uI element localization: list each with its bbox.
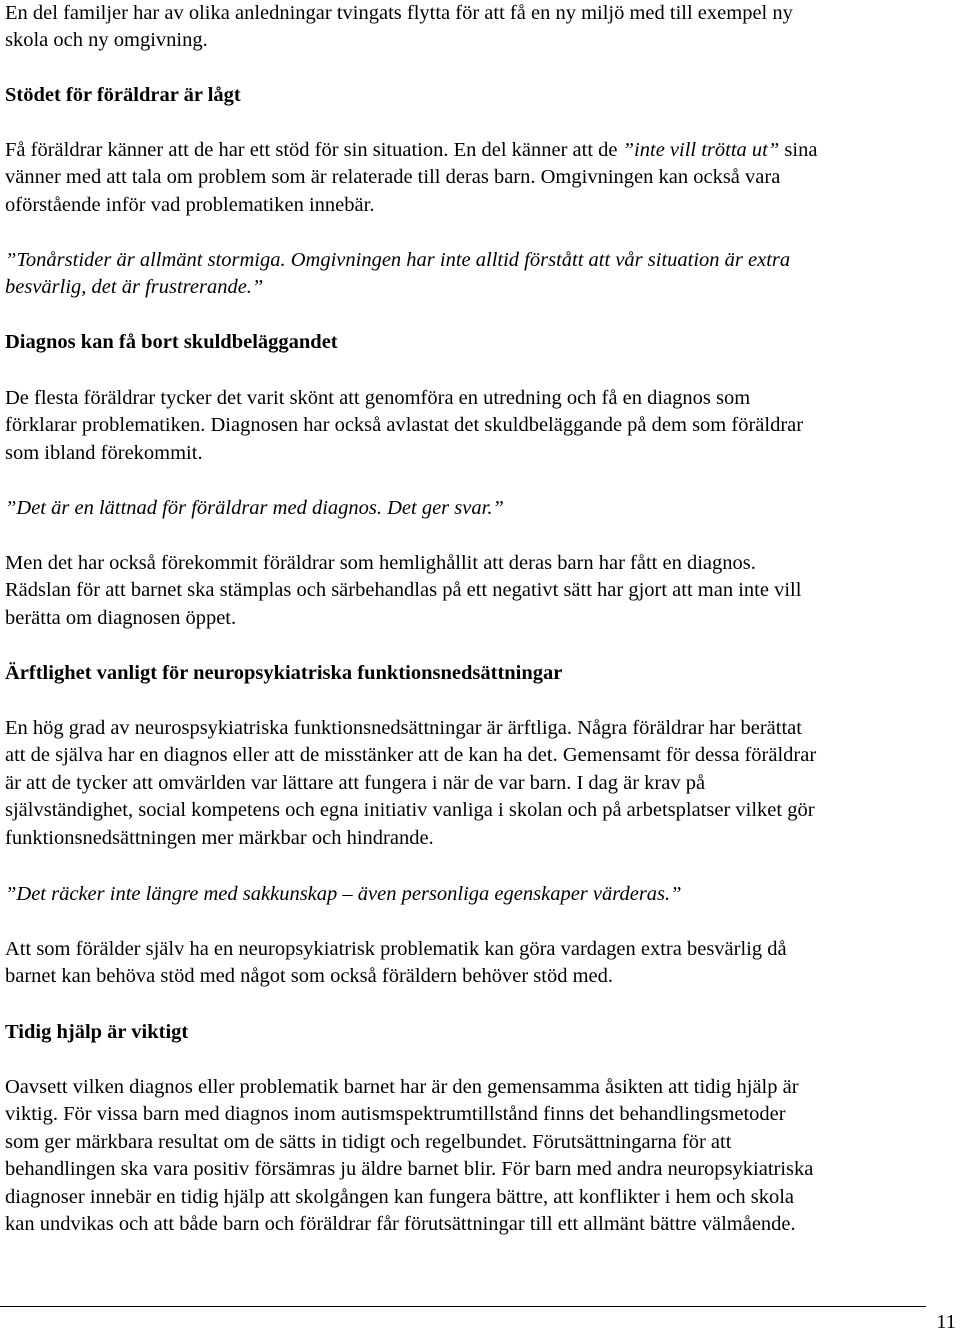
quote-teen-years: ”Tonårstider är allmänt stormiga. Omgivningen har inte alltid förstått att vår situation är extra besvärlig, det är frustrerande.” bbox=[5, 249, 791, 299]
quote-relief: ”Det är en lättnad för föräldrar med diagnos. Det ger svar.” bbox=[5, 497, 504, 519]
heading-early-help: Tidig hjälp är viktigt bbox=[5, 1021, 189, 1043]
page-number: 11 bbox=[936, 1311, 956, 1333]
paragraph-low-support-text-1: Få föräldrar känner att de har ett stöd för sin situation. En del känner att de bbox=[5, 139, 623, 161]
paragraph-early-help: Oavsett vilken diagnos eller problematik barnet har är den gemensamma åsikten att tidig hjälp är viktig. För vissa barn med diagnos inom autismspektrumtillstånd finns det behandlingsmetoder som ger märkbara resultat om de sätts in tidigt och regelbundet. Förutsättningarna för att behandlingen ska vara positiv försämras ju äldre barnet blir. För barn med andra neuropsykiatriska diagnoser innebär en tidig hjälp att skolgången kan fungera bättre, att konflikter i hem och skola kan undvikas och att både barn och föräldrar får förutsättningar till ett allmänt bättre välmående. bbox=[5, 1076, 814, 1236]
paragraph-hidden-diagnosis: Men det har också förekommit föräldrar som hemlighållit att deras barn har fått en diagnos. Rädslan för att barnet ska stämplas och särbehandlas på ett negativt sätt har gjort att man inte vill berätta om diagnosen öppet. bbox=[5, 552, 802, 629]
paragraph-diagnosis-relief: De flesta föräldrar tycker det varit skönt att genomföra en utredning och få en diagnos som förklarar problematiken. Diagnosen har också avlastat det skuldbeläggande på dem som föräldrar som ibland förekommit. bbox=[5, 387, 804, 464]
quote-expertise: ”Det räcker inte längre med sakkunskap – även personliga egenskaper värderas.” bbox=[5, 883, 682, 905]
heading-heredity: Ärftlighet vanligt för neuropsykiatriska funktionsnedsättningar bbox=[5, 662, 563, 684]
heading-low-support: Stödet för föräldrar är lågt bbox=[5, 84, 241, 106]
paragraph-low-support-text-2: sina vänner med att tala om problem som är relaterade till deras barn. Omgivningen kan också vara oförstående inför vad problematiken innebär. bbox=[5, 139, 818, 216]
paragraph-parent-difficulty: Att som förälder själv ha en neuropsykiatrisk problematik kan göra vardagen extra besvärlig då barnet kan behöva stöd med något som också föräldern behöver stöd med. bbox=[5, 938, 787, 988]
heading-diagnosis-blame: Diagnos kan få bort skuldbeläggandet bbox=[5, 331, 338, 353]
inline-quote-tired: ”inte vill trötta ut” bbox=[622, 139, 780, 161]
footer-divider bbox=[0, 1306, 926, 1307]
paragraph-family-relocation: En del familjer har av olika anledningar tvingats flytta för att få en ny miljö med till exempel ny skola och ny omgivning. bbox=[5, 2, 793, 52]
paragraph-low-support bbox=[5, 137, 955, 219]
paragraph-heredity: En hög grad av neurospsykiatriska funktionsnedsättningar är ärftliga. Några föräldrar har berättat att de själva har en diagnos eller att de misstänker att de kan ha det. Gemensamt för dessa föräldrar är att de tycker att omvärlden var lättare att fungera i när de var barn. I dag är krav på självständighet, social kompetens och egna initiativ vanliga i skolan och på arbetsplatser vilket gör funktionsnedsättningen mer märkbar och hindrande. bbox=[5, 717, 817, 849]
